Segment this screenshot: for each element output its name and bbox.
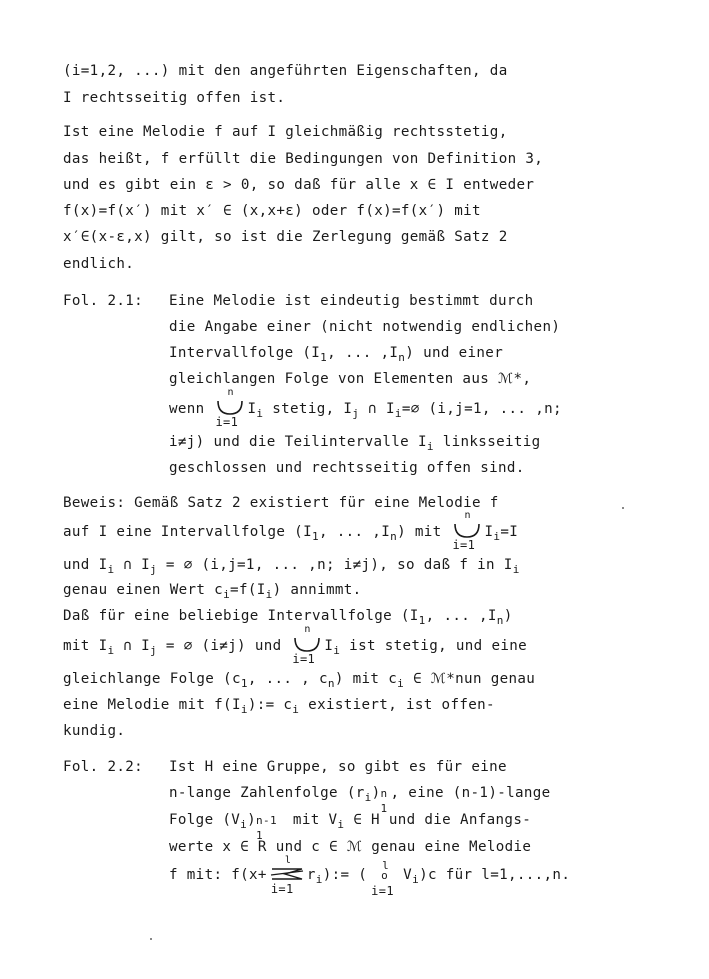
beweis-line9: kundig. [63, 723, 126, 739]
scan-speck [622, 507, 624, 509]
fol21-line4: gleichlangen Folge von Elementen aus ℳ*, [169, 371, 532, 387]
paragraph2-line5: x′∈(x-ε,x) gilt, so ist die Zerlegung gemäß Satz 2 [63, 229, 508, 245]
fol21-line2: die Angabe einer (nicht notwendig endlichen) [169, 319, 561, 335]
beweis-line5: Daß für eine beliebige Intervallfolge ($I_1$, ... $,I_n$) [63, 608, 513, 627]
scan-speck [150, 938, 152, 940]
beweis-line7: gleichlange Folge ($c_1$, ... , $c_n$) mit $c_i$ ∈ ℳ*nun genau [63, 671, 536, 690]
fol21-line1: Eine Melodie ist eindeutig bestimmt durch [169, 293, 534, 309]
beweis-line3: und $I_i$ ∩ $I_j$ = ∅ (i,j=1, ... ,n; i≠j), so daß f in $I_i$ [63, 557, 520, 576]
paragraph2-line6: endlich. [63, 256, 135, 272]
fol22-line1: Ist H eine Gruppe, so gibt es für eine [169, 759, 507, 775]
paragraph1-line2: I rechtsseitig offen ist. [63, 90, 286, 106]
paragraph2-line3: und es gibt ein ε > 0, so daß für alle x ∈ I entweder [63, 177, 535, 193]
fol22-line3: Folge $(V_i)$ n-1 1 mit $V_i$ ∈ H und die Anfangs- [169, 812, 532, 842]
paragraph1-line1: (i=1,2, ...) mit den angeführten Eigenschaften, da [63, 63, 508, 79]
paragraph2-line1: Ist eine Melodie f auf I gleichmäßig rechtsstetig, [63, 124, 508, 140]
union-operator: n i=1 [450, 523, 484, 539]
fol22-label: Fol. 2.2: [63, 759, 144, 775]
union-operator: n i=1 [290, 637, 324, 653]
beweis-line2: auf I eine Intervallfolge ($I_1$, ... $,I_n$) mit n i=1 $I_i=I$ [63, 510, 519, 552]
beweis-line4: genau einen Wert $c_i=f(I_i)$ annimmt. [63, 582, 362, 601]
fol22-line4: werte x ∈ R und c ∈ ℳ genau eine Melodie [169, 839, 532, 855]
paragraph2-line2: das heißt, f erfüllt die Bedingungen von Definition 3, [63, 151, 544, 167]
product-operator: l o i=1 [371, 859, 394, 898]
fol21-line5: wenn n i=1 $I_i$ stetig, $I_j$ ∩ $I_i=\emptyset$ (i,j=1, ... ,n; [169, 387, 562, 429]
fol21-line3: Intervallfolge ($I_1$, ... $,I_n$) und einer [169, 345, 504, 364]
beweis-line6: mit $I_i$ ∩ $I_j$ = ∅ (i≠j) und n i=1 $I_i$ ist stetig, und eine [63, 624, 528, 666]
fol22-line2: n-lange Zahlenfolge $(r_i)$ n 1 , eine (n-1)-lange [169, 785, 551, 815]
fol21-line6: i≠j) und die Teilintervalle $I_i$ linksseitig [169, 434, 541, 453]
fol22-line5: f mit: f(x+ l i=1 $r_i):=$ ( l o i=1 $V_i)c$ für l=1,...,n. [169, 855, 571, 898]
paragraph2-line4: f(x)=f(x′) mit x′ ∈ (x,x+ε) oder f(x)=f(x′) mit [63, 203, 481, 219]
sum-operator: l i=1 [267, 866, 307, 882]
beweis-line1: Beweis: Gemäß Satz 2 existiert für eine Melodie f [63, 495, 499, 511]
fol21-line7: geschlossen und rechtsseitig offen sind. [169, 460, 525, 476]
fol21-label: Fol. 2.1: [63, 293, 144, 309]
beweis-line8: eine Melodie mit $f(I_i):= c_i$ existiert, ist offen- [63, 697, 495, 716]
union-operator: n i=1 [213, 400, 247, 416]
